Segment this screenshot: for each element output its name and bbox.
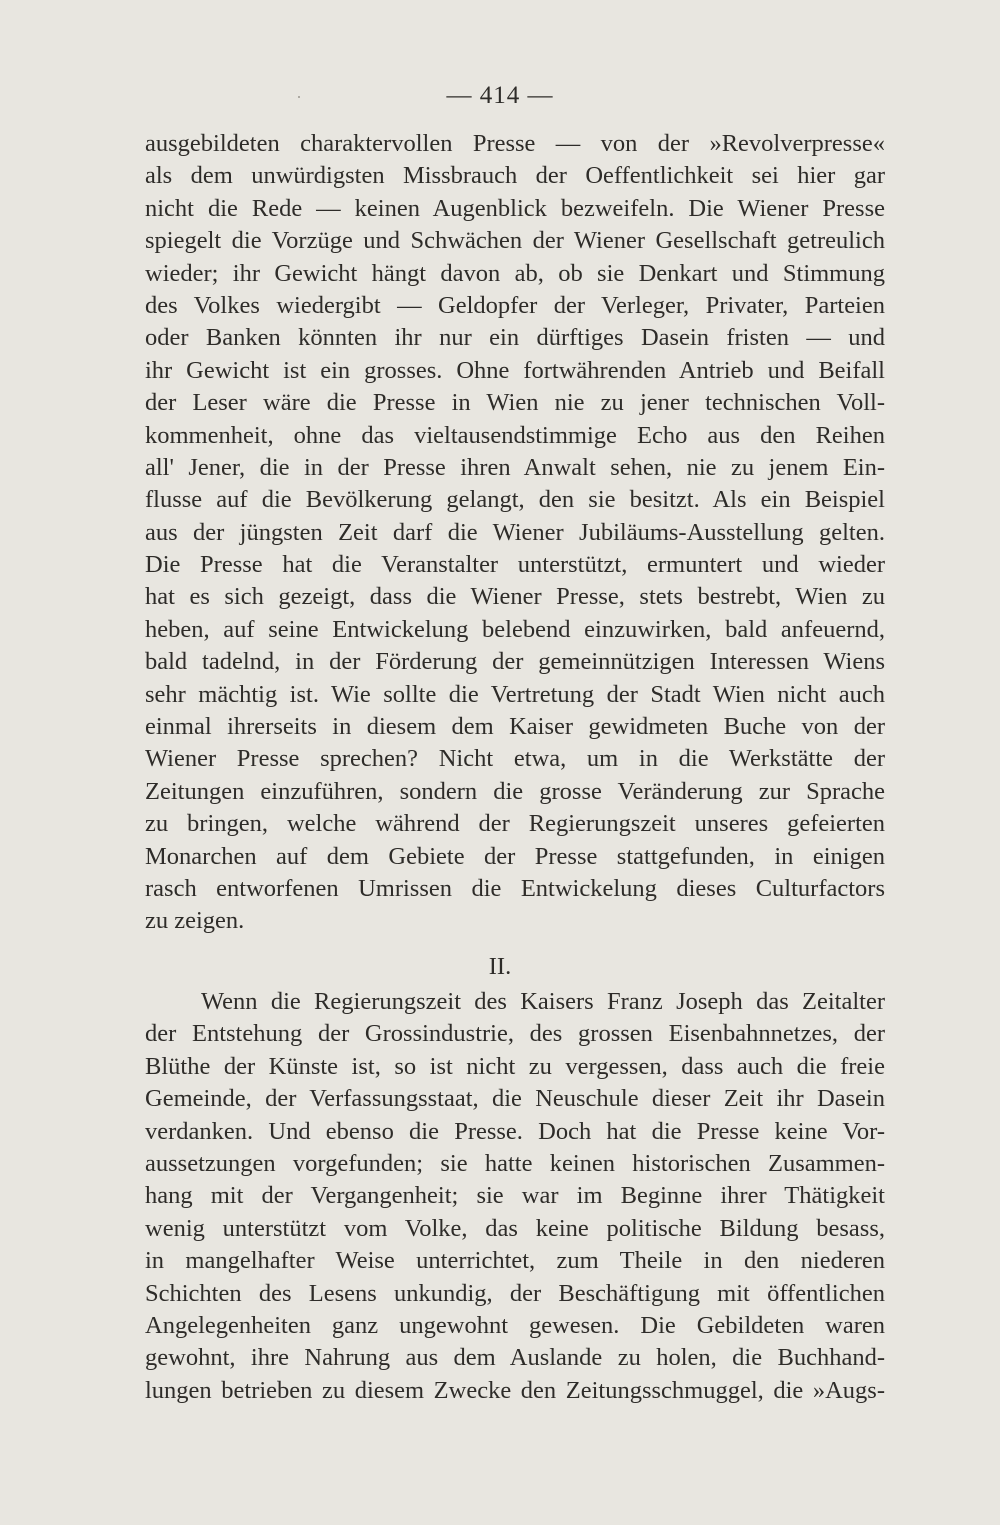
text-line: Blüthe der Künste ist, so ist nicht zu vergessen, dass auch die freie xyxy=(145,1052,885,1080)
paragraph-1 xyxy=(145,128,885,938)
text-line: oder Banken könnten ihr nur ein dürftiges Dasein fristen — und xyxy=(145,324,885,352)
text-line: wenig unterstützt vom Volke, das keine politische Bildung besass, xyxy=(145,1214,885,1242)
text-line: rasch entworfenen Umrissen die Entwickelung dieses Culturfactors xyxy=(145,874,885,902)
text-line: einmal ihrerseits in diesem dem Kaiser gewidmeten Buche von der xyxy=(145,713,885,741)
text-line: sehr mächtig ist. Wie sollte die Vertretung der Stadt Wien nicht auch xyxy=(145,680,885,708)
text-line: der Leser wäre die Presse in Wien nie zu jener technischen Voll- xyxy=(145,389,885,417)
text-line: ausgebildeten charaktervollen Presse — von der »Revolverpresse« xyxy=(145,130,885,157)
text-line: Monarchen auf dem Gebiete der Presse stattgefunden, in einigen xyxy=(145,842,885,870)
text-line: zu zeigen. xyxy=(145,907,245,935)
text-line: kommenheit, ohne das vieltausendstimmige Echo aus den Reihen xyxy=(145,421,885,449)
text-line: lungen betrieben zu diesem Zwecke den Zeitungsschmuggel, die »Augs- xyxy=(145,1376,885,1404)
text-line: der Entstehung der Grossindustrie, des grossen Eisenbahnnetzes, der xyxy=(145,1020,885,1048)
text-line: als dem unwürdigsten Missbrauch der Oeffentlichkeit sei hier gar xyxy=(145,162,885,190)
text-line: flusse auf die Bevölkerung gelangt, den sie besitzt. Als ein Beispiel xyxy=(145,486,885,514)
text-line: nicht die Rede — keinen Augenblick bezweifeln. Die Wiener Presse xyxy=(145,194,885,222)
text-line: Gemeinde, der Verfassungsstaat, die Neuschule dieser Zeit ihr Dasein xyxy=(145,1085,885,1113)
text-line: hang mit der Vergangenheit; sie war im Beginne ihrer Thätigkeit xyxy=(145,1182,885,1210)
text-line: ihr Gewicht ist ein grosses. Ohne fortwährenden Antrieb und Beifall xyxy=(145,356,885,384)
text-line: aus der jüngsten Zeit darf die Wiener Jubiläums-Ausstellung gelten. xyxy=(145,518,885,546)
text-line: aussetzungen vorgefunden; sie hatte keinen historischen Zusammen- xyxy=(145,1149,885,1177)
text-line: Zeitungen einzuführen, sondern die grosse Veränderung zur Sprache xyxy=(145,777,885,805)
text-line: Die Presse hat die Veranstalter unterstützt, ermuntert und wieder xyxy=(145,551,885,579)
page-number: — 414 — xyxy=(446,82,554,109)
text-line: Wiener Presse sprechen? Nicht etwa, um in die Werkstätte der xyxy=(145,745,885,773)
text-line: des Volkes wiedergibt — Geldopfer der Verleger, Privater, Parteien xyxy=(145,291,885,319)
text-line: all' Jener, die in der Presse ihren Anwalt sehen, nie zu jenem Ein- xyxy=(145,453,885,481)
text-line: Schichten des Lesens unkundig, der Beschäftigung mit öffentlichen xyxy=(145,1279,885,1307)
text-line: hat es sich gezeigt, dass die Wiener Presse, stets bestrebt, Wien zu xyxy=(145,583,885,611)
text-line: bald tadelnd, in der Förderung der gemeinnützigen Interessen Wiens xyxy=(145,648,885,676)
paragraph-2 xyxy=(145,986,885,1407)
text-line: verdanken. Und ebenso die Presse. Doch hat die Presse keine Vor- xyxy=(145,1117,885,1145)
text-line: Angelegenheiten ganz ungewohnt gewesen. Die Gebildeten waren xyxy=(145,1311,885,1339)
text-line: gewohnt, ihre Nahrung aus dem Auslande zu holen, die Buchhand- xyxy=(145,1344,885,1372)
text-line: spiegelt die Vorzüge und Schwächen der Wiener Gesellschaft getreulich xyxy=(145,227,885,255)
text-line: in mangelhafter Weise unterrichtet, zum Theile in den niederen xyxy=(145,1247,885,1275)
text-line: zu bringen, welche während der Regierungszeit unseres gefeierten xyxy=(145,810,885,838)
text-line: Wenn die Regierungszeit des Kaisers Franz Joseph das Zeitalter xyxy=(201,988,885,1015)
text-line: heben, auf seine Entwickelung belebend einzuwirken, bald anfeuernd, xyxy=(145,615,885,643)
section-heading: II. xyxy=(488,953,512,980)
text-line: wieder; ihr Gewicht hängt davon ab, ob sie Denkart und Stimmung xyxy=(145,259,885,287)
